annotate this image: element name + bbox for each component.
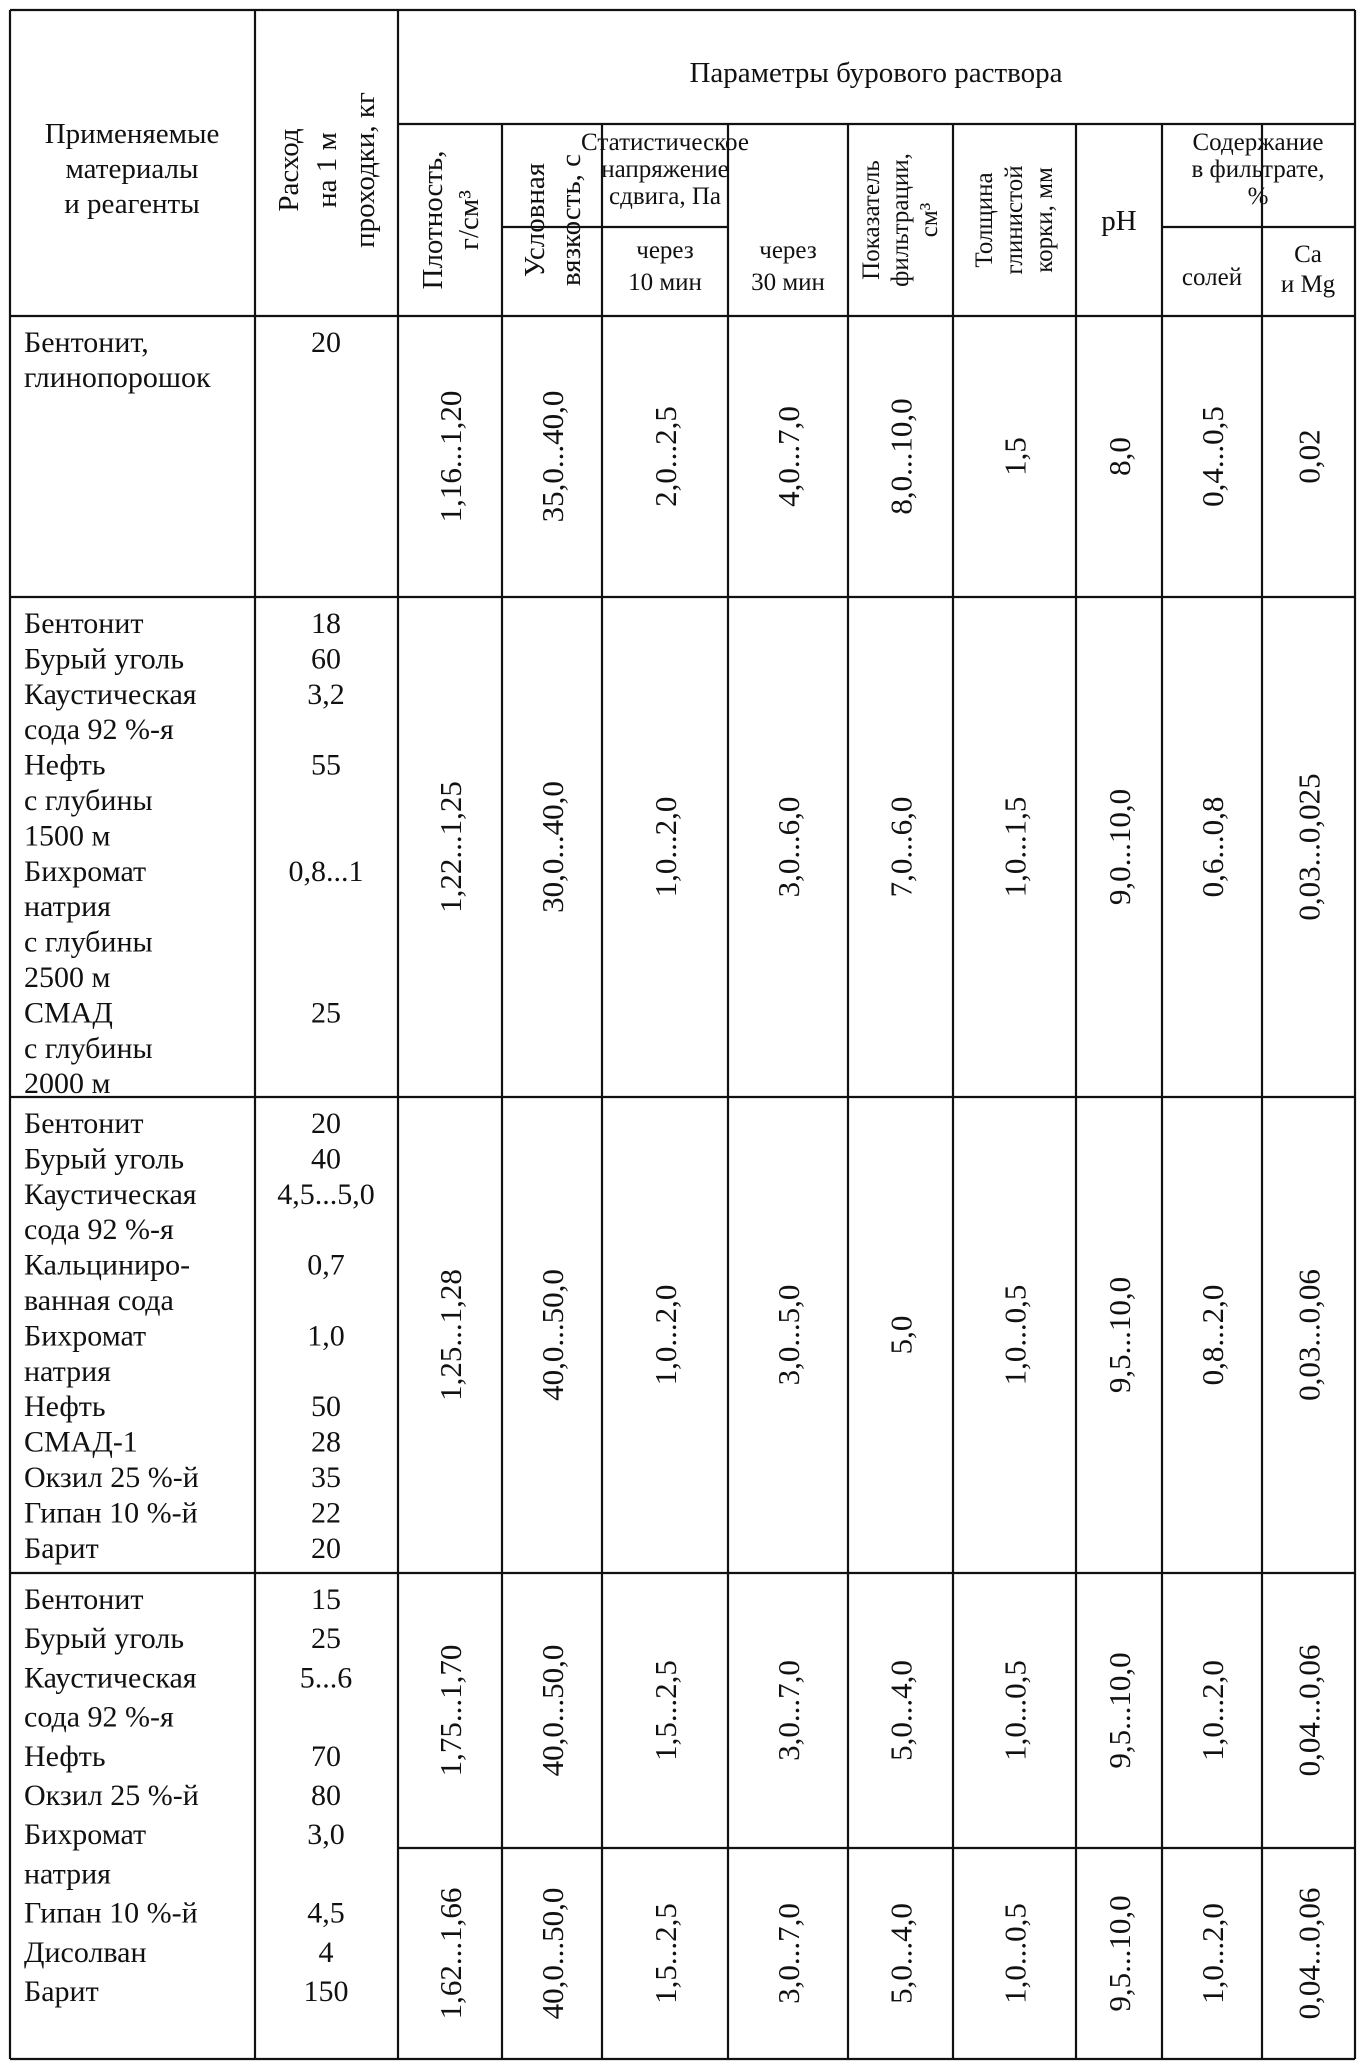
row-value: 1,0...0,5 <box>997 1284 1033 1386</box>
header-content: Содержание <box>1192 129 1324 156</box>
row-material: Барит <box>24 1531 99 1565</box>
row-value: 7,0...6,0 <box>883 796 919 898</box>
row-material: Бентонит, <box>24 326 149 359</box>
row-value: 5,0...4,0 <box>883 1660 919 1761</box>
row-rate: 3,0 <box>307 1818 345 1852</box>
header-cake: Толщина <box>971 172 998 268</box>
row-rate: 0,7 <box>307 1248 345 1282</box>
row-value: 1,0...0,5 <box>997 1903 1033 2004</box>
row-value: 1,22...1,25 <box>433 781 468 913</box>
header-materials: и реагенты <box>64 188 200 220</box>
row-rate: 28 <box>311 1425 341 1459</box>
table-body <box>24 326 1327 2019</box>
row-material: Бурый уголь <box>24 642 185 676</box>
row-material: натрия <box>24 1354 111 1388</box>
row-value: 3,0...7,0 <box>771 1903 806 2004</box>
row-material: Нефть <box>24 1390 106 1424</box>
row-material: натрия <box>24 1857 111 1891</box>
table-header <box>45 57 1336 298</box>
row-rate: 4,5...5,0 <box>277 1177 375 1211</box>
row-value: 8,0...10,0 <box>883 398 919 515</box>
header-shear: напряжение <box>601 156 729 183</box>
row-value: 0,04...0,06 <box>1291 1644 1327 1777</box>
header-ph: pH <box>1101 205 1137 237</box>
row-material: СМАД-1 <box>24 1425 138 1459</box>
row-value: 5,0 <box>883 1315 919 1355</box>
row-material: ванная сода <box>24 1284 174 1317</box>
row-material: Бурый уголь <box>24 1622 185 1656</box>
row-value: 1,0...2,0 <box>648 796 683 898</box>
row-rate: 150 <box>303 1975 349 2008</box>
row-material: 2000 м <box>24 1067 111 1101</box>
row-material: с глубины <box>24 925 153 959</box>
row-material: натрия <box>24 890 111 924</box>
header-shear: сдвига, Па <box>609 183 721 210</box>
row-rate: 50 <box>311 1390 341 1424</box>
row-material: Бихромат <box>24 1818 147 1852</box>
header-rate: Расход <box>273 128 305 212</box>
row-material: Кальцинирo- <box>24 1248 191 1282</box>
header-materials: материалы <box>65 153 199 185</box>
row-material: Окзил 25 %-й <box>24 1461 199 1494</box>
row-value: 1,0...0,5 <box>997 1660 1033 1761</box>
row-material: Барит <box>24 1975 99 2008</box>
header-content: в фильтрате, <box>1191 156 1325 183</box>
row-material: сода 92 %-я <box>24 713 174 747</box>
header-shear-30: через <box>759 237 817 264</box>
row-value: 5,0...4,0 <box>883 1903 919 2004</box>
row-value: 9,5...10,0 <box>1102 1895 1137 2012</box>
header-ca-mg: и Mg <box>1280 271 1336 298</box>
row-material: Каустическая <box>24 1177 197 1211</box>
row-rate: 5...6 <box>299 1661 353 1695</box>
row-material: Нефть <box>24 748 106 782</box>
row-value: 1,25...1,28 <box>433 1269 468 1401</box>
row-rate: 22 <box>311 1496 341 1530</box>
row-value: 1,5...2,5 <box>648 1903 683 2004</box>
table-row <box>24 326 1327 522</box>
row-value: 0,03...0,06 <box>1291 1269 1327 1401</box>
row-material: Каустическая <box>24 1661 197 1695</box>
row-rate: 20 <box>311 326 341 359</box>
header-viscosity: вязкость, с <box>555 153 587 287</box>
row-rate: 25 <box>311 996 341 1030</box>
row-value: 3,0...7,0 <box>771 1660 806 1761</box>
row-material: Дисолван <box>24 1935 147 1969</box>
header-ca-mg: Ca <box>1294 241 1322 268</box>
row-material: Бентонит <box>24 607 144 640</box>
row-value: 1,0...2,0 <box>1195 1903 1230 2004</box>
row-value: 0,02 <box>1291 429 1327 484</box>
row-value: 8,0 <box>1102 437 1137 476</box>
row-value: 35,0...40,0 <box>535 390 570 523</box>
row-material: Бурый уголь <box>24 1142 185 1176</box>
row-rate: 55 <box>311 748 341 782</box>
row-rate: 60 <box>311 642 341 676</box>
row-rate: 4,5 <box>307 1896 345 1930</box>
row-material: глинопорошок <box>24 361 211 394</box>
row-value: 1,5...2,5 <box>648 1660 683 1761</box>
row-material: СМАД <box>24 996 113 1030</box>
row-material: Гипан 10 %-й <box>24 1896 198 1930</box>
header-rate: на 1 м <box>311 132 343 208</box>
row-rate: 0,8...1 <box>288 854 364 888</box>
row-value: 0,04...0,06 <box>1291 1887 1327 2020</box>
table-row <box>24 607 1327 1100</box>
header-content: % <box>1247 183 1269 210</box>
row-material: Гипан 10 %-й <box>24 1496 198 1530</box>
row-rate: 3,2 <box>307 677 345 711</box>
header-params-title: Параметры бурового раствора <box>689 57 1063 89</box>
row-rate: 25 <box>311 1622 341 1656</box>
header-density: Плотность, <box>417 150 449 290</box>
header-shear: Статистическое <box>581 129 749 156</box>
row-material: Бентонит <box>24 1107 144 1140</box>
row-rate: 1,0 <box>307 1319 345 1353</box>
row-rate: 40 <box>311 1142 341 1176</box>
row-rate: 70 <box>311 1739 341 1773</box>
row-rate: 15 <box>311 1583 341 1616</box>
header-materials: Применяемые <box>44 118 220 150</box>
row-value: 9,5...10,0 <box>1102 1652 1137 1769</box>
row-value: 0,8...2,0 <box>1195 1284 1230 1386</box>
row-material: с глубины <box>24 1031 153 1065</box>
row-material: Каустическая <box>24 677 197 711</box>
row-value: 1,16...1,20 <box>433 390 468 523</box>
row-value: 0,6...0,8 <box>1195 796 1230 898</box>
row-value: 0,03...0,025 <box>1291 773 1327 921</box>
table-row <box>24 1583 1327 2019</box>
row-value: 40,0...50,0 <box>535 1269 570 1401</box>
row-rate: 20 <box>311 1531 341 1565</box>
row-rate: 4 <box>318 1935 334 1969</box>
row-value: 1,0...2,0 <box>648 1284 683 1386</box>
header-filtration: фильтрации, <box>887 153 914 287</box>
header-filtration: Показатель <box>858 160 885 280</box>
row-value: 1,0...2,0 <box>1195 1660 1230 1761</box>
row-value: 40,0...50,0 <box>535 1887 570 2020</box>
row-value: 1,5 <box>997 437 1033 476</box>
row-value: 2,0...2,5 <box>648 406 683 507</box>
row-rate: 80 <box>311 1779 341 1812</box>
row-value: 30,0...40,0 <box>535 781 570 913</box>
row-material: Бихромат <box>24 1319 147 1353</box>
row-value: 0,4...0,5 <box>1195 406 1230 507</box>
header-filtration: см³ <box>916 202 943 238</box>
row-material: Бентонит <box>24 1583 144 1616</box>
row-material: 2500 м <box>24 961 111 994</box>
header-shear-10: через <box>636 237 694 264</box>
header-cake: корки, мм <box>1031 167 1058 273</box>
row-material: Нефть <box>24 1739 106 1773</box>
row-value: 9,5...10,0 <box>1102 1276 1137 1394</box>
header-viscosity: Условная <box>519 162 551 278</box>
header-shear-10: 10 мин <box>628 269 702 296</box>
row-value: 1,62...1,66 <box>433 1887 468 2020</box>
header-density: г/см³ <box>453 190 485 250</box>
table-row <box>24 1107 1327 1565</box>
header-cake: глинистой <box>1001 165 1028 275</box>
row-rate: 20 <box>311 1107 341 1140</box>
row-value: 4,0...7,0 <box>771 406 806 507</box>
row-material: сода 92 %-я <box>24 1213 174 1247</box>
row-material: Окзил 25 %-й <box>24 1779 199 1812</box>
row-material: сода 92 %-я <box>24 1700 174 1734</box>
row-value: 1,75...1,70 <box>433 1644 468 1777</box>
row-rate: 35 <box>311 1461 341 1494</box>
row-value: 1,0...1,5 <box>997 796 1033 898</box>
row-material: с глубины <box>24 784 153 817</box>
header-salts: солей <box>1181 264 1243 291</box>
row-value: 40,0...50,0 <box>535 1644 570 1777</box>
header-shear-30: 30 мин <box>751 269 825 296</box>
header-rate: проходки, кг <box>349 92 381 248</box>
row-material: Бихромат <box>24 854 147 888</box>
row-rate: 18 <box>311 607 341 640</box>
row-material: 1500 м <box>24 819 111 853</box>
row-value: 9,0...10,0 <box>1102 788 1137 906</box>
row-value: 3,0...6,0 <box>771 796 806 898</box>
row-value: 3,0...5,0 <box>771 1284 806 1386</box>
